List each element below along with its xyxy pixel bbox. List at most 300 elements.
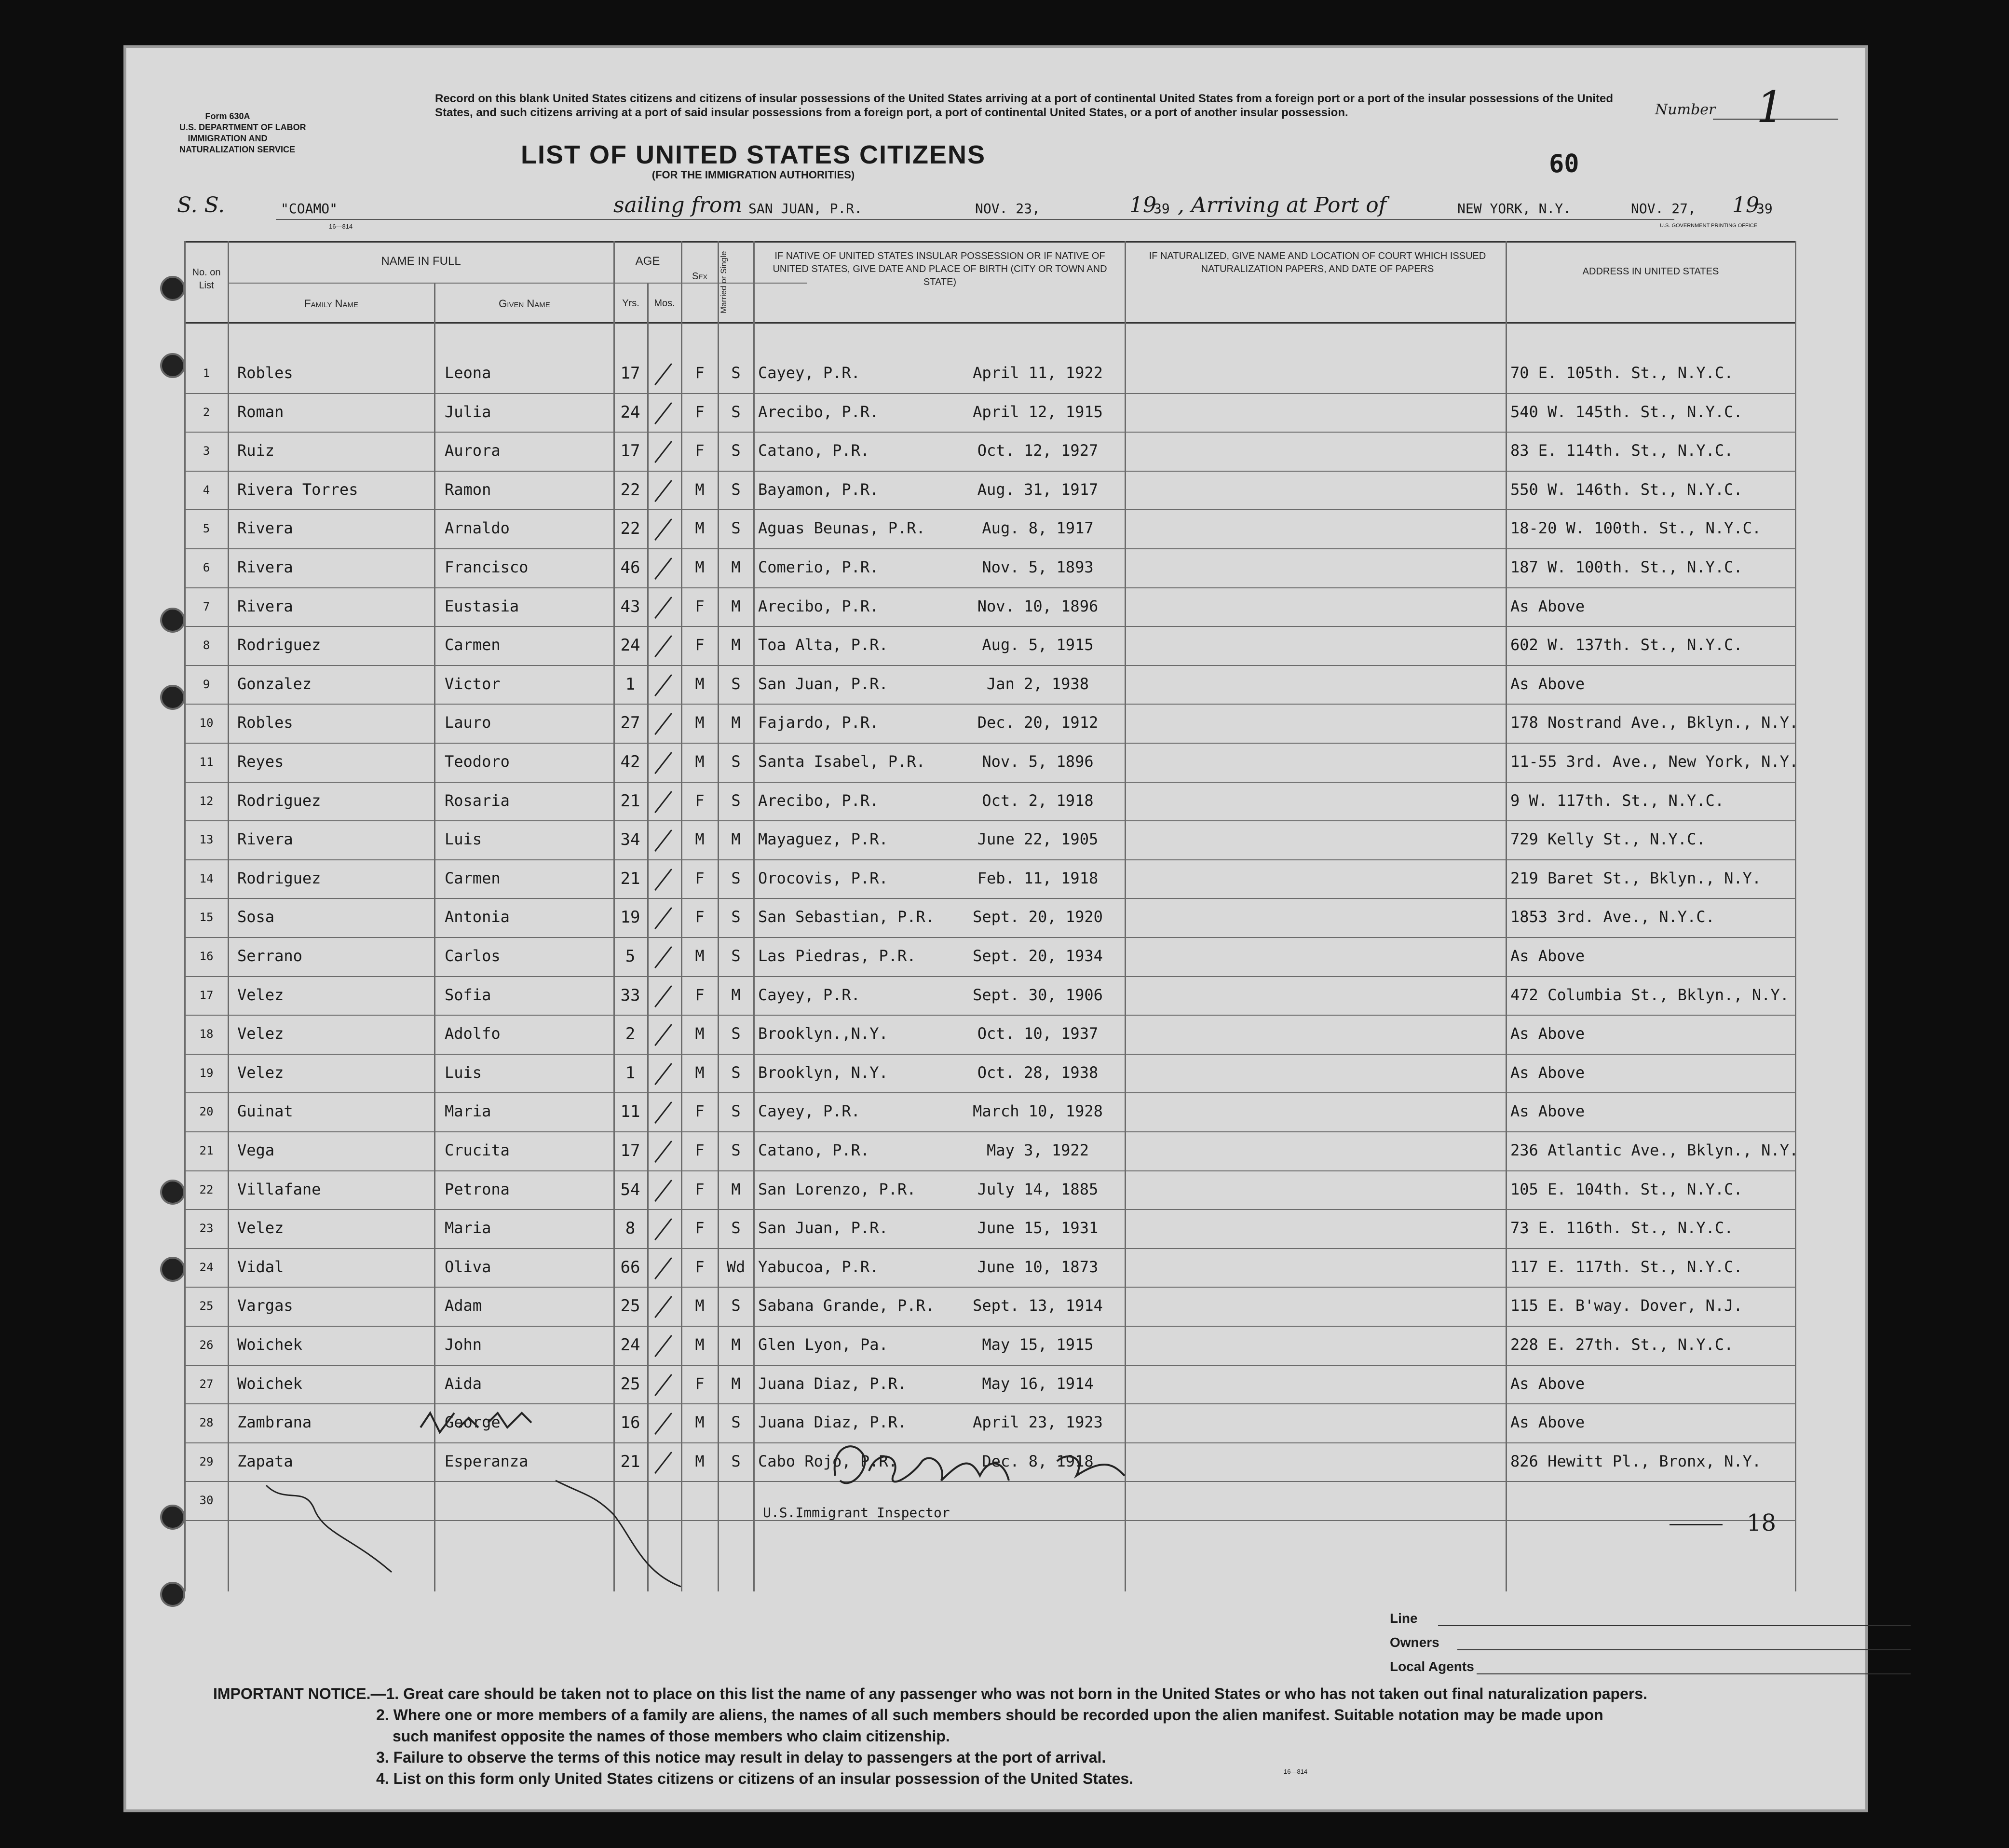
row-number: 22 [199,1182,214,1196]
given-name: Julia [445,402,491,421]
given-name: Petrona [445,1180,510,1198]
marital-status: S [731,519,741,538]
family-name: Woichek [237,1374,302,1393]
sex: F [695,402,705,421]
sex: M [695,1296,705,1315]
marital-status: M [731,1335,741,1354]
birth-date: July 14, 1885 [977,1180,1099,1198]
birth-date: Sept. 30, 1906 [973,985,1103,1004]
marital-status: S [731,1413,741,1432]
us-address: As Above [1510,674,1585,693]
family-name: Rivera [237,558,293,576]
row-number: 4 [203,483,210,497]
agents-label: Local Agents [1390,1659,1474,1674]
punch-hole [160,685,185,710]
age-years: 66 [620,1257,640,1277]
printer-imprint: U.S. GOVERNMENT PRINTING OFFICE [1660,223,1758,229]
col-header-family: Family Name [304,298,358,310]
row-number: 28 [199,1416,214,1430]
given-name: Adolfo [445,1024,501,1043]
us-address: As Above [1510,1024,1585,1043]
sex: M [695,519,705,538]
given-name: Adam [445,1296,482,1315]
birth-place: Bayamon, P.R. [758,480,879,499]
agents-field [1477,1673,1911,1674]
sex: M [695,1063,705,1082]
notice-item: 3. Failure to observe the terms of this notice may result in delay to passengers at the port of arrival. [376,1749,1106,1766]
form-code: 16—814 [329,223,353,230]
age-years: 24 [620,636,640,655]
marital-status: S [731,752,741,771]
birth-date: Feb. 11, 1918 [977,869,1099,887]
row-number: 25 [199,1299,214,1313]
us-address: 219 Baret St., Bklyn., N.Y. [1510,869,1762,887]
year-prefix: 19 [1732,193,1759,217]
column-rule [753,241,755,1591]
marital-status: S [731,674,741,693]
sex: F [695,1180,705,1198]
months-dash-mark [654,480,672,502]
age-years: 25 [620,1374,640,1394]
notice-item: such manifest opposite the names of those members who claim citizenship. [393,1727,950,1745]
family-name: Rodriguez [237,869,321,887]
us-address: 602 W. 137th. St., N.Y.C. [1510,636,1743,654]
row-number: 7 [203,599,210,613]
us-address: 178 Nostrand Ave., Bklyn., N.Y. [1510,713,1799,732]
birth-date: Dec. 20, 1912 [977,713,1099,732]
row-number: 29 [199,1454,214,1468]
months-dash-mark [654,1374,672,1396]
age-years: 33 [620,985,640,1005]
sex: F [695,364,705,382]
months-dash-mark [654,1063,672,1085]
row-number: 18 [199,1027,214,1041]
row-rule [184,587,1795,588]
months-dash-mark [654,363,672,385]
age-years: 1 [625,674,636,694]
row-rule [184,820,1795,821]
birth-place: San Juan, P.R. [758,674,888,693]
birth-place: Mayaguez, P.R. [758,830,888,849]
sex: M [695,674,705,693]
departure-date: NOV. 23, [975,201,1040,217]
sex: F [695,908,705,926]
birth-date: Aug. 31, 1917 [977,480,1099,499]
sex: M [695,830,705,849]
notice-item: 2. Where one or more members of a family are aliens, the names of all such members should be recorded upon the alien manifest. Suitable notation may be made upon [376,1706,1603,1724]
family-name: Rivera [237,597,293,615]
row-rule [184,1326,1795,1327]
given-name: Eustasia [445,597,519,615]
birth-place: Arecibo, P.R. [758,597,879,615]
us-address: 236 Atlantic Ave., Bklyn., N.Y. [1510,1141,1799,1159]
family-name: Velez [237,1024,284,1043]
col-header-given: Given Name [499,298,550,310]
birth-place: Fajardo, P.R. [758,713,879,732]
age-years: 5 [625,947,636,966]
marital-status: S [731,1063,741,1082]
birth-place: Arecibo, P.R. [758,402,879,421]
us-address: 729 Kelly St., N.Y.C. [1510,830,1706,849]
given-name: Sofia [445,985,491,1004]
months-dash-mark [654,674,672,696]
given-name: Aida [445,1374,482,1393]
row-number: 21 [199,1144,214,1157]
marital-status: S [731,480,741,499]
sex: M [695,1413,705,1432]
inspector-title: U.S.Immigrant Inspector [763,1505,950,1521]
row-number: 13 [199,833,214,847]
birth-date: Aug. 5, 1915 [982,636,1094,654]
age-years: 34 [620,830,640,850]
us-address: 228 E. 27th. St., N.Y.C. [1510,1335,1734,1354]
age-years: 43 [620,597,640,616]
age-years: 22 [620,519,640,539]
punch-hole [160,1180,185,1205]
sex: F [695,1257,705,1276]
form-code: 16—814 [1284,1768,1308,1775]
us-address: 73 E. 116th. St., N.Y.C. [1510,1219,1734,1237]
row-rule [184,743,1795,744]
age-years: 17 [620,364,640,383]
column-rule [1506,241,1507,1591]
column-rule [228,241,229,1591]
given-name: Lauro [445,713,491,732]
row-number: 12 [199,794,214,808]
sex: M [695,713,705,732]
given-name: Ramon [445,480,491,499]
months-dash-mark [654,1180,672,1202]
family-name: Gonzalez [237,674,312,693]
birth-date: April 12, 1915 [973,402,1103,421]
birth-place: Glen Lyon, Pa. [758,1335,888,1354]
birth-date: Oct. 2, 1918 [982,791,1094,810]
marital-status: S [731,1102,741,1121]
age-years: 46 [620,558,640,577]
us-address: 540 W. 145th. St., N.Y.C. [1510,402,1743,421]
birth-date: Oct. 28, 1938 [977,1063,1099,1082]
birth-place: Yabucoa, P.R. [758,1257,879,1276]
family-name: Woichek [237,1335,302,1354]
marital-status: M [731,636,741,654]
birth-date: March 10, 1928 [973,1102,1103,1121]
months-dash-mark [654,1296,672,1318]
row-number: 9 [203,677,210,691]
col-header-mos: Mos. [654,298,675,309]
family-name: Rodriguez [237,636,321,654]
given-name: Antonia [445,908,510,926]
family-name: Vargas [237,1296,293,1315]
birth-date: Jan 2, 1938 [987,674,1089,693]
important-notice [213,1683,1647,1789]
months-dash-mark [654,635,672,657]
row-number: 16 [199,950,214,963]
row-rule [184,1248,1795,1249]
row-rule [184,509,1795,510]
family-name: Villafane [237,1180,321,1198]
birth-place: Arecibo, P.R. [758,791,879,810]
departure-year: 39 [1154,201,1170,217]
marital-status: S [731,1024,741,1043]
months-dash-mark [654,518,672,541]
marital-status: S [731,869,741,887]
sex: F [695,1219,705,1237]
instructions-text: Record on this blank United States citizens and citizens of insular possessions of the United States arriving at a port of continental United States from a foreign port or a port of the insular possessions of the United States, and such citizens arriving at a port of said insular possessions from a foreign port, a port of continental United States, or a port of another insular possession. [435,92,1614,119]
column-rule [1125,241,1126,1591]
sex: F [695,791,705,810]
family-name: Rivera Torres [237,480,358,499]
sex: M [695,480,705,499]
birth-date: Nov. 5, 1893 [982,558,1094,576]
ditto-marks [247,1476,826,1591]
family-name: Velez [237,1219,284,1237]
us-address: As Above [1510,947,1585,965]
punch-hole [160,1257,185,1282]
age-years: 1 [625,1063,636,1083]
given-name: Victor [445,674,501,693]
given-name: Leona [445,364,491,382]
us-address: 83 E. 114th. St., N.Y.C. [1510,441,1734,460]
given-name: Carmen [445,869,501,887]
row-number: 20 [199,1105,214,1119]
number-value: 1 [1756,82,1784,133]
age-years: 2 [625,1024,636,1044]
family-name: Sosa [237,908,275,926]
us-address: 117 E. 117th. St., N.Y.C. [1510,1257,1743,1276]
marital-status: S [731,1141,741,1159]
birth-place: Comerio, P.R. [758,558,879,576]
sex: M [695,1024,705,1043]
us-address: 9 W. 117th. St., N.Y.C. [1510,791,1724,810]
page-subtitle: (FOR THE IMMIGRATION AUTHORITIES) [652,169,855,181]
birth-date: May 16, 1914 [982,1374,1094,1393]
age-years: 27 [620,713,640,733]
row-number: 14 [199,871,214,885]
margin-note: 60 [1549,149,1579,178]
birth-date: Oct. 10, 1937 [977,1024,1099,1043]
given-name: Carlos [445,947,501,965]
given-name: George [445,1413,501,1432]
us-address: 1853 3rd. Ave., N.Y.C. [1510,908,1715,926]
notice-title: IMPORTANT NOTICE. [213,1685,371,1702]
row-rule [184,626,1795,627]
us-address: As Above [1510,1102,1585,1121]
marital-status: M [731,985,741,1004]
birth-date: Aug. 8, 1917 [982,519,1094,538]
family-name: Robles [237,364,293,382]
sex: F [695,636,705,654]
age-years: 21 [620,869,640,888]
birth-place: Cabo Rojo, P.R. [758,1452,897,1470]
age-years: 17 [620,441,640,461]
row-rule [184,1287,1795,1288]
row-rule [184,898,1795,899]
line-label: Line [1390,1611,1418,1626]
sex: M [695,1452,705,1470]
sex: M [695,1335,705,1354]
us-address: As Above [1510,1063,1585,1082]
row-rule [184,1092,1795,1093]
department-line: NATURALIZATION SERVICE [179,145,296,154]
months-dash-mark [654,713,672,735]
age-years: 42 [620,752,640,772]
marital-status: M [731,1374,741,1393]
row-number: 17 [199,988,214,1002]
col-header-birth: IF NATIVE OF UNITED STATES INSULAR POSSESSION OR IF NATIVE OF UNITED STATES, GIVE DATE AND PLACE OF BIRTH (CITY OR TOWN AND STATE) [773,251,1107,287]
sex: F [695,1141,705,1159]
row-rule [184,1131,1795,1132]
row-rule [184,1209,1795,1210]
row-number: 2 [203,405,210,419]
birth-date: Sept. 20, 1920 [973,908,1103,926]
months-dash-mark [654,869,672,891]
row-number: 1 [203,367,210,380]
months-dash-mark [654,441,672,463]
row-number: 3 [203,444,210,458]
age-years: 21 [620,791,640,811]
age-years: 24 [620,402,640,422]
months-dash-mark [654,1335,672,1357]
punch-hole [160,276,185,301]
punch-hole [160,1582,185,1607]
us-address: 11-55 3rd. Ave., New York, N.Y. [1510,752,1799,771]
sex: M [695,558,705,576]
row-rule [184,704,1795,705]
row-number: 19 [199,1066,214,1080]
birth-place: San Sebastian, P.R. [758,908,935,926]
departure-port: SAN JUAN, P.R. [748,201,863,217]
marital-status: S [731,441,741,460]
months-dash-mark [654,1101,672,1124]
given-name: Carmen [445,636,501,654]
months-dash-mark [654,1257,672,1279]
birth-date: Oct. 12, 1927 [977,441,1099,460]
months-dash-mark [654,985,672,1007]
birth-date: Nov. 10, 1896 [977,597,1099,615]
birth-date: Dec. 8, 1918 [982,1452,1094,1470]
row-rule [184,976,1795,977]
given-name: Maria [445,1219,491,1237]
birth-place: Juana Diaz, P.R. [758,1374,907,1393]
row-number: 6 [203,561,210,574]
given-name: Maria [445,1102,491,1121]
row-rule [184,782,1795,783]
row-number: 8 [203,639,210,652]
marital-status: Wd [726,1257,746,1276]
table-top-rule [184,241,1795,243]
family-name: Rivera [237,519,293,538]
arriving-label: , Arriving at Port of [1178,193,1386,217]
months-dash-mark [654,752,672,774]
given-name: John [445,1335,482,1354]
birth-place: Cayey, P.R. [758,985,860,1004]
age-years: 19 [620,908,640,927]
sex: F [695,985,705,1004]
age-years: 11 [620,1102,640,1122]
age-years: 54 [620,1180,640,1199]
owners-field [1457,1649,1911,1650]
marital-status: S [731,1452,741,1470]
birth-place: Santa Isabel, P.R. [758,752,925,771]
us-address: 472 Columbia St., Bklyn., N.Y. [1510,985,1789,1004]
months-dash-mark [654,402,672,424]
notice-item: —1. Great care should be taken not to place on this list the name of any passenger who was not born in the United States or who has not taken out final naturalization papers. [370,1685,1648,1702]
row-rule [184,548,1795,549]
marital-status: S [731,364,741,382]
punch-hole [160,353,185,378]
family-name: Rodriguez [237,791,321,810]
family-name: Rivera [237,830,293,849]
age-years: 16 [620,1413,640,1433]
row-rule [184,471,1795,472]
marital-status: M [731,713,741,732]
row-number: 26 [199,1338,214,1352]
months-dash-mark [654,1218,672,1240]
us-address: As Above [1510,1374,1585,1393]
marital-status: S [731,1296,741,1315]
birth-place: Orocovis, P.R. [758,869,888,887]
marital-status: M [731,1180,741,1198]
family-name: Velez [237,1063,284,1082]
line-field [1438,1625,1911,1626]
us-address: As Above [1510,597,1585,615]
birth-date: Nov. 5, 1896 [982,752,1094,771]
marital-status: S [731,402,741,421]
row-number: 30 [199,1494,214,1508]
col-header-age: AGE [635,255,660,268]
family-name: Zambrana [237,1413,312,1432]
birth-place: Toa Alta, P.R. [758,636,888,654]
col-header-marital: Married or Single [719,251,728,313]
given-name: Crucita [445,1141,510,1159]
birth-place: Cayey, P.R. [758,364,860,382]
months-dash-mark [654,907,672,929]
year-prefix: 19 [1129,193,1156,217]
ss-label: S. S. [177,193,225,217]
us-address: 550 W. 146th. St., N.Y.C. [1510,480,1743,499]
row-rule [184,1365,1795,1366]
family-name: Velez [237,985,284,1004]
row-rule [184,1170,1795,1171]
birth-date: May 15, 1915 [982,1335,1094,1354]
row-number: 10 [199,716,214,730]
family-name: Reyes [237,752,284,771]
row-number: 5 [203,522,210,536]
marital-status: S [731,947,741,965]
total-count: 18 [1747,1509,1777,1536]
manifest-sheet [126,48,1865,1809]
row-rule [184,1015,1795,1016]
given-name: Arnaldo [445,519,510,538]
given-name: Teodoro [445,752,510,771]
sex: F [695,869,705,887]
months-dash-mark [654,1141,672,1163]
arrival-date: NOV. 27, [1631,201,1696,217]
given-name: Luis [445,1063,482,1082]
birth-place: Sabana Grande, P.R. [758,1296,935,1315]
row-number: 15 [199,910,214,924]
birth-place: San Lorenzo, P.R. [758,1180,916,1198]
marital-status: S [731,908,741,926]
given-name: Luis [445,830,482,849]
sex: F [695,1374,705,1393]
birth-place: Aguas Beunas, P.R. [758,519,925,538]
birth-place: Catano, P.R. [758,441,870,460]
marital-status: S [731,791,741,810]
age-years: 25 [620,1296,640,1316]
row-rule [184,393,1795,394]
age-years: 8 [625,1219,636,1238]
